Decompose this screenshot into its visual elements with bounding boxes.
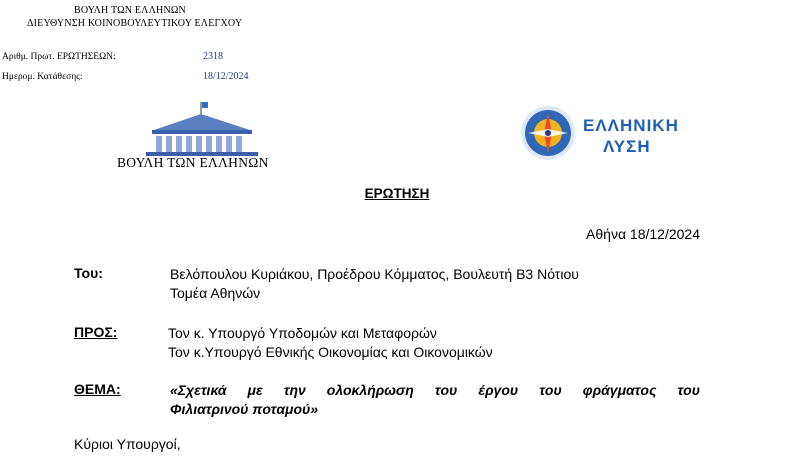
to-line-2: Τον κ.Υπουργό Εθνικής Οικονομίας και Οικονομικών [168,344,493,360]
place-date: Αθήνα 18/12/2024 [586,226,700,242]
party-name-line2: ΛΥΣΗ [603,137,651,156]
filing-date-value: 18/12/2024 [203,71,249,82]
header-directorate: ΔΙΕΥΘΥΝΣΗ ΚΟΙΝΟΒΟΥΛΕΥΤΙΚΟΥ ΕΛΕΓΧΟΥ [27,18,243,29]
to-text [168,324,493,362]
from-label: Του: [74,265,103,281]
to-line-1: Τον κ. Υπουργό Υποδομών και Μεταφορών [168,325,437,341]
header-parliament: ΒΟΥΛΗ ΤΩΝ ΕΛΛΗΝΩΝ [74,5,186,16]
party-name [583,115,679,157]
parliament-caption: ΒΟΥΛΗ ΤΩΝ ΕΛΛΗΝΩΝ [117,155,269,170]
subject-line-2: Φιλιατρινού ποταμού» [170,401,319,417]
from-line-1: Βελόπουλου Κυριάκου, Προέδρου Κόμματος, Βουλευτή Β3 Νότιου [170,266,579,282]
document-title-text: ΕΡΩΤΗΣΗ [364,186,430,201]
subject-text [170,381,700,419]
greek-solution-emblem-icon [520,105,576,161]
document-title [0,186,794,201]
from-line-2: Τομέα Αθηνών [170,285,261,301]
salutation: Κύριοι Υπουργοί, [74,436,181,452]
protocol-value: 2318 [203,51,223,62]
subject-line-1: «Σχετικά με την ολοκλήρωση του έργου του φράγματος του [170,382,700,398]
subject-label: ΘΕΜΑ: [74,381,121,397]
filing-date-label: Ημερομ. Κατάθεσης: [2,72,83,82]
from-text [170,265,579,303]
to-label: ΠΡΟΣ: [74,324,118,340]
protocol-label: Αριθμ. Πρωτ. ΕΡΩΤΗΣΕΩΝ: [2,52,116,62]
party-name-line1: ΕΛΛΗΝΙΚΗ [583,116,679,135]
